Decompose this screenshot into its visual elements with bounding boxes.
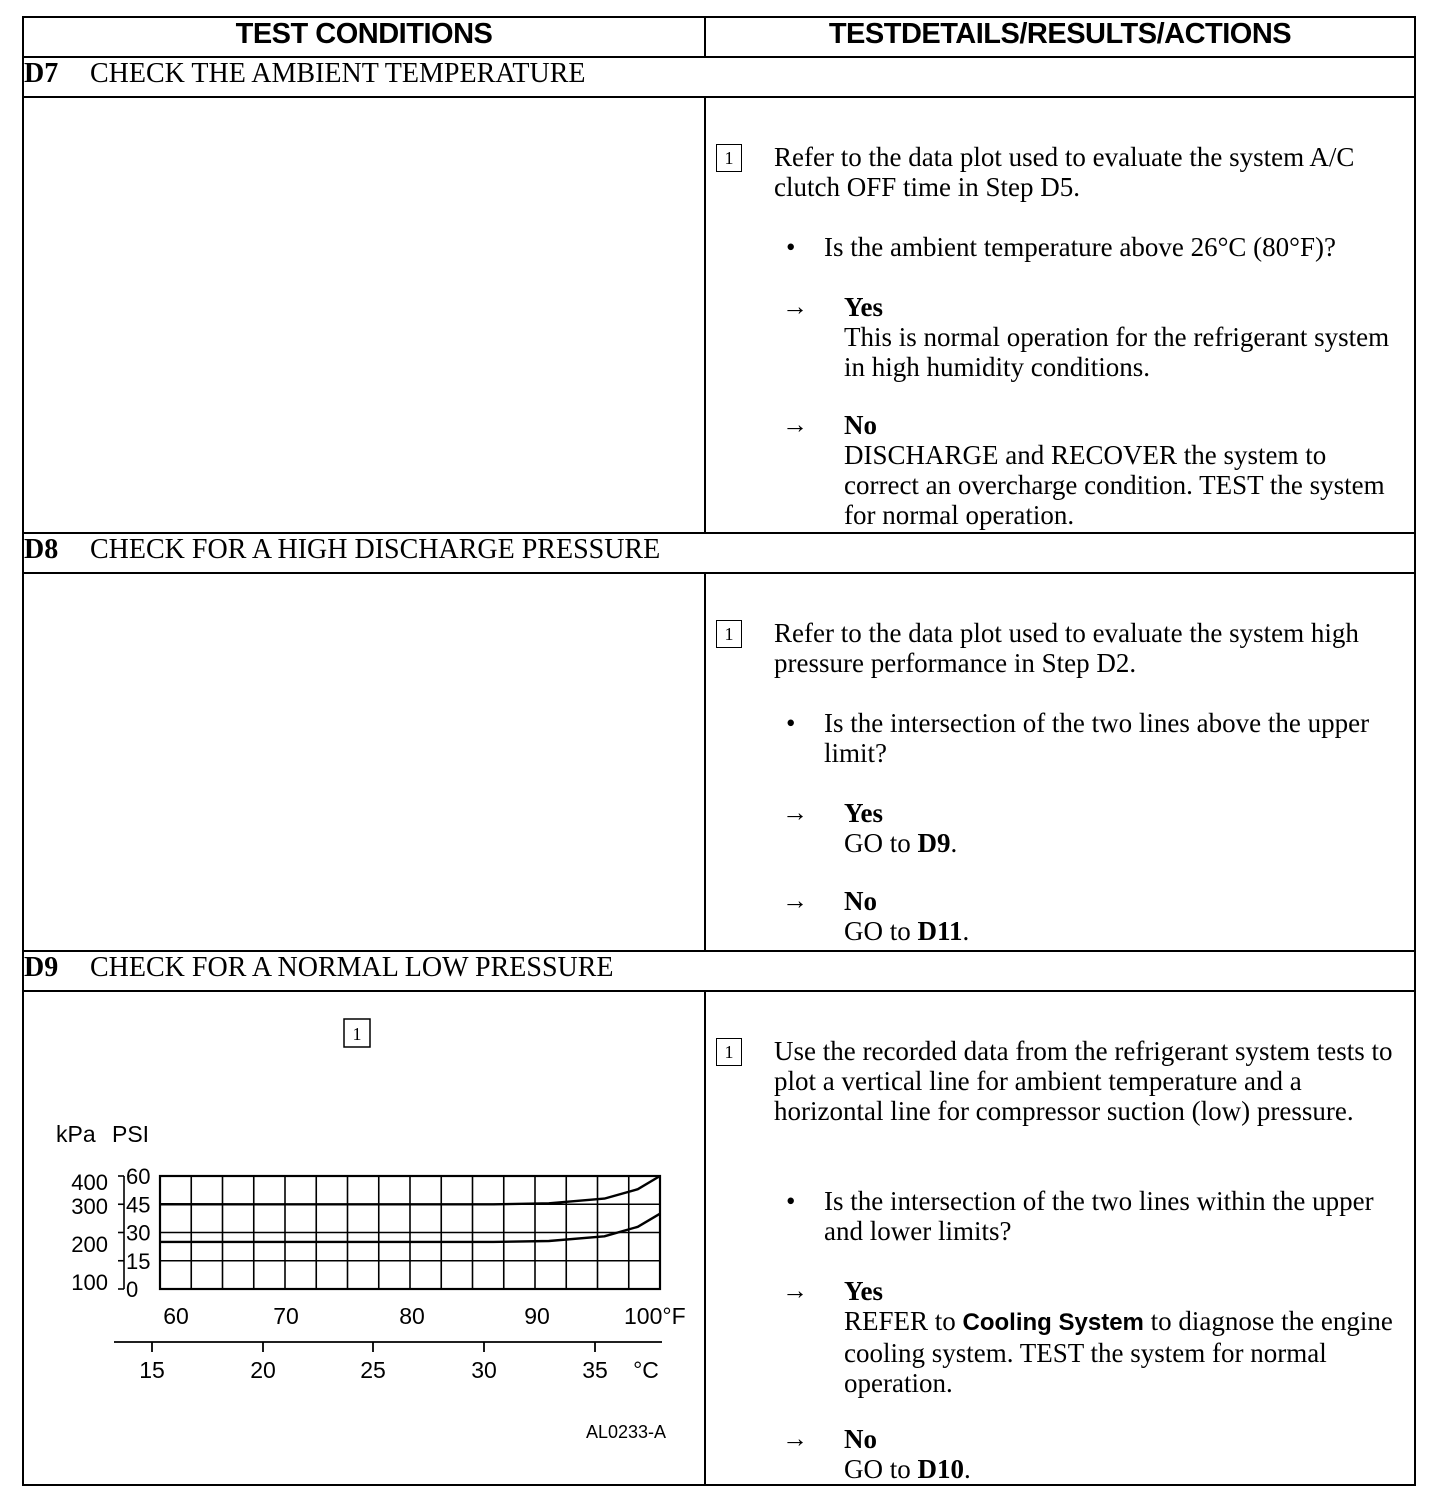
result-yes (844, 798, 1404, 858)
result-no (844, 886, 1404, 946)
d9-conditions-cell (23, 991, 705, 1485)
d8-conditions-cell (23, 573, 705, 951)
y-unit-kpa: kPa (56, 1121, 96, 1147)
question-text: Is the intersection of the two lines within the upper and lower limits? (824, 1186, 1374, 1246)
arrow-right-icon: → (782, 410, 808, 439)
no-label: No (844, 886, 877, 916)
yes-label: Yes (844, 798, 883, 828)
step-number-box: 1 (716, 1038, 742, 1066)
question-text: Is the intersection of the two lines above the upper limit? (824, 708, 1370, 768)
fahrenheit-tick-label: 60 (163, 1303, 189, 1329)
pressure-chart-figure (24, 992, 704, 1484)
arrow-right-icon: → (782, 798, 808, 827)
yes-post: to diagnose the engine cooling system. TEST the system for normal operation. (844, 1306, 1393, 1398)
instruction-text: Refer to the data plot used to evaluate the system A/C clutch OFF time in Step D5. (774, 142, 1355, 202)
kpa-tick-label: 100 (71, 1270, 108, 1295)
arrow-right-icon: → (782, 1424, 808, 1453)
no-go: GO to (844, 1454, 918, 1484)
psi-tick-label: 30 (126, 1220, 151, 1246)
celsius-tick-label: 30 (471, 1357, 497, 1383)
fahrenheit-tick-label: 80 (399, 1303, 425, 1329)
celsius-tick-label: 15 (139, 1357, 165, 1383)
kpa-tick-label: 300 (71, 1194, 108, 1219)
arrow-right-icon: → (782, 292, 808, 321)
no-target: D10 (917, 1454, 964, 1484)
step-number-box: 1 (716, 144, 742, 172)
no-end: . (964, 1454, 971, 1484)
yes-go: GO to (844, 828, 918, 858)
celsius-tick-label: 35 (582, 1357, 608, 1383)
step-id: D8 (24, 534, 59, 565)
no-end: . (962, 916, 970, 946)
step-d9-title (23, 951, 1415, 991)
psi-tick-label: 60 (126, 1164, 151, 1189)
psi-tick-label: 45 (126, 1192, 151, 1218)
yes-label: Yes (844, 292, 883, 322)
no-go: GO to (844, 916, 918, 946)
bullet-icon: • (786, 232, 796, 262)
fahrenheit-tick-label: 100°F (624, 1303, 686, 1329)
step-d8-title (23, 533, 1415, 573)
bullet-icon: • (786, 708, 796, 738)
fahrenheit-tick-label: 90 (524, 1303, 550, 1329)
question-text: Is the ambient temperature above 26°C (80°F)? (824, 232, 1336, 262)
result-yes (844, 292, 1404, 382)
kpa-tick-label: 400 (71, 1170, 108, 1195)
d9-actions-cell (705, 991, 1415, 1485)
celsius-tick-label: 25 (360, 1357, 386, 1383)
step-title-text: CHECK THE AMBIENT TEMPERATURE (90, 58, 586, 89)
figure-code: AL0233-A (585, 1422, 666, 1442)
no-label: No (844, 410, 877, 440)
step-number-box: 1 (716, 620, 742, 648)
step-id: D7 (24, 58, 59, 89)
yes-label: Yes (844, 1276, 883, 1306)
step-title-text: CHECK FOR A NORMAL LOW PRESSURE (90, 952, 614, 983)
pressure-chart (24, 992, 706, 1484)
no-text: DISCHARGE and RECOVER the system to correct an overcharge condition. TEST the system for normal operation. (844, 440, 1385, 530)
cooling-system-reference: Cooling System (962, 1309, 1144, 1336)
fahrenheit-tick-label: 70 (273, 1303, 299, 1329)
celsius-tick-label: 20 (250, 1357, 276, 1383)
d7-conditions-cell (23, 97, 705, 533)
y-unit-psi: PSI (112, 1121, 150, 1147)
yes-pre: REFER to (844, 1306, 963, 1336)
column-header-test-conditions: TEST CONDITIONS (23, 17, 705, 57)
bullet-icon: • (786, 1186, 796, 1216)
figure-box-label: 1 (352, 1024, 362, 1044)
step-id: D9 (24, 952, 59, 983)
result-no (844, 1424, 1404, 1484)
yes-target: D9 (917, 828, 951, 858)
celsius-unit-label: °C (633, 1357, 659, 1383)
column-header-test-details: TESTDETAILS/RESULTS/ACTIONS (705, 17, 1415, 57)
psi-tick-label: 15 (126, 1248, 151, 1274)
arrow-right-icon: → (782, 1276, 808, 1305)
d7-actions-cell (705, 97, 1415, 533)
kpa-tick-label: 200 (71, 1232, 108, 1257)
step-d7-title (23, 57, 1415, 97)
arrow-right-icon: → (782, 886, 808, 915)
step-title-text: CHECK FOR A HIGH DISCHARGE PRESSURE (90, 534, 661, 565)
instruction-text: Refer to the data plot used to evaluate the system high pressure performance in Step D2. (774, 618, 1359, 678)
result-yes (844, 1276, 1404, 1398)
no-target: D11 (917, 916, 963, 946)
yes-text: This is normal operation for the refrigerant system in high humidity conditions. (844, 322, 1390, 382)
instruction-text: Use the recorded data from the refrigerant system tests to plot a vertical line for ambient temperature and a horizontal line for compressor suction (low) pressure. (774, 1036, 1393, 1126)
psi-tick-label: 0 (126, 1277, 139, 1302)
result-no (844, 410, 1404, 530)
d8-actions-cell (705, 573, 1415, 951)
no-label: No (844, 1424, 877, 1454)
yes-end: . (950, 828, 958, 858)
